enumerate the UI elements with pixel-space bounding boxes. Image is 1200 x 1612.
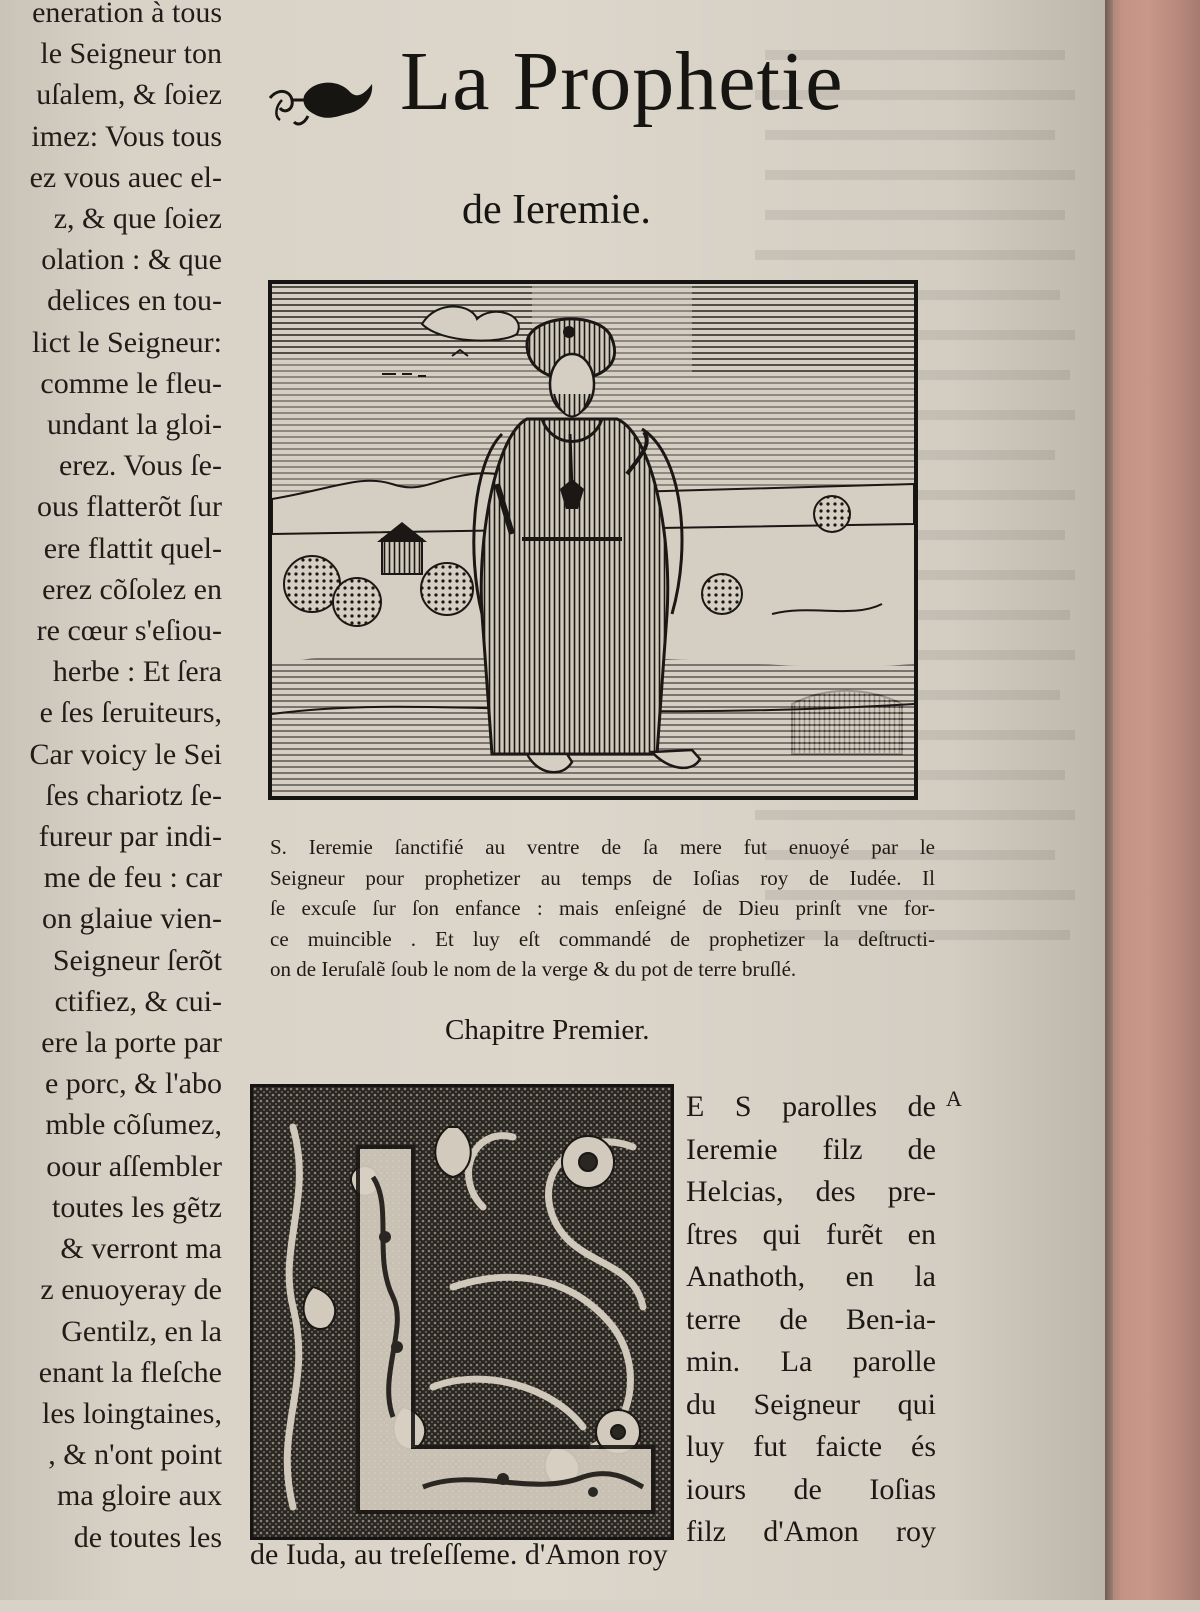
left-line: delices en tou- <box>47 284 222 318</box>
page-edge <box>1105 0 1200 1600</box>
left-line: re cœur s'eſiou- <box>36 614 222 648</box>
body-line: Ieremie filz de <box>686 1132 936 1166</box>
bottom-text-line: de Iuda, au treſeſſeme. d'Amon roy <box>250 1538 668 1571</box>
summary-line: on de Ieruſalẽ ſoub le nom de la verge & du pot de terre bruſlé. <box>270 957 797 981</box>
summary-line: ſe excuſe ſur ſon enfance : mais enſeigné de Dieu prinſt vne for- <box>270 896 935 920</box>
left-line: z, & que ſoiez <box>53 202 222 236</box>
left-line: e ſes ſeruiteurs, <box>39 696 222 730</box>
summary-line: S. Ieremie ſanctifié au ventre de ſa mere fut enuoyé par le <box>270 835 935 859</box>
left-line: de toutes les <box>73 1520 222 1554</box>
summary-line: ce muincible . Et luy eſt commandé de prophetizer la deſtructi- <box>270 926 935 951</box>
body-line: min. La parolle <box>686 1345 936 1378</box>
left-line: imez: Vous tous <box>31 119 222 153</box>
left-line: toutes les gẽtz <box>52 1190 222 1224</box>
page-title: La Prophetie <box>400 35 844 128</box>
left-line: e porc, & l'abo <box>44 1067 222 1101</box>
left-line: Gentilz, en la <box>61 1314 222 1348</box>
left-line: erez cõſolez en <box>42 572 222 606</box>
left-line: ere la porte par <box>41 1026 222 1060</box>
left-line: comme le fleu- <box>40 366 222 400</box>
left-line: les loingtaines, <box>42 1396 222 1430</box>
left-column-text <box>0 0 222 1612</box>
body-line: ſtres qui furẽt en <box>686 1217 936 1251</box>
left-line: mble cõſumez, <box>45 1108 222 1142</box>
left-line: & verront ma <box>60 1232 222 1266</box>
body-line: terre de Ben-ia- <box>686 1302 936 1336</box>
body-line: Helcias, des pre- <box>686 1175 936 1208</box>
chapter-heading: Chapitre Premier. <box>445 1014 650 1046</box>
left-line: me de feu : car <box>43 861 222 895</box>
left-line: ez vous auec el- <box>29 160 222 194</box>
summary-line: Seigneur pour prophetizer au temps de Ioſias roy de Iudée. Il <box>270 865 935 890</box>
fleuron-ornament-icon <box>268 70 380 132</box>
left-line: z enuoyeray de <box>40 1273 222 1307</box>
left-line: le Seigneur ton <box>40 37 222 71</box>
left-line: erez. Vous ſe- <box>58 449 222 483</box>
left-line: ctifiez, & cui- <box>54 984 222 1018</box>
left-line: ous flatterõt ſur <box>37 490 222 524</box>
body-line: luy fut faicte és <box>686 1430 936 1463</box>
margin-letter: A <box>946 1086 962 1111</box>
left-line: fureur par indi- <box>38 820 222 854</box>
left-line: eneration à tous <box>32 0 222 29</box>
page-subtitle: de Ieremie. <box>462 187 651 233</box>
left-line: oour aſſembler <box>46 1149 222 1183</box>
left-line: enant la fleſche <box>38 1355 222 1389</box>
left-line: lict le Seigneur: <box>32 325 222 359</box>
left-line: uſalem, & ſoiez <box>36 78 222 112</box>
woodcut-illustration <box>268 280 918 800</box>
prophet-figure-image <box>272 284 914 796</box>
body-line: du Seigneur qui <box>686 1387 936 1421</box>
left-line: ere flattit quel- <box>43 531 222 565</box>
left-line: undant la gloi- <box>47 408 222 442</box>
left-line: , & n'ont point <box>48 1438 222 1472</box>
body-line: E S parolles de <box>686 1090 936 1123</box>
left-line: Car voicy le Sei <box>29 737 222 771</box>
decorated-initial-letter <box>250 1084 674 1540</box>
body-line: Anathoth, en la <box>686 1260 936 1293</box>
left-line: on glaiue vien- <box>42 902 222 936</box>
initial-l-ornament-icon <box>253 1087 671 1537</box>
left-line: herbe : Et ſera <box>52 655 222 689</box>
left-line: Seigneur ſerõt <box>52 943 222 977</box>
body-text <box>686 1086 936 1554</box>
left-line: olation : & que <box>41 243 222 277</box>
body-line: iours de Ioſias <box>686 1472 936 1506</box>
left-line: ma gloire aux <box>57 1479 222 1513</box>
body-line: filz d'Amon roy <box>686 1515 936 1548</box>
left-line: ſes chariotz ſe- <box>45 778 222 812</box>
chapter-summary <box>270 832 935 985</box>
